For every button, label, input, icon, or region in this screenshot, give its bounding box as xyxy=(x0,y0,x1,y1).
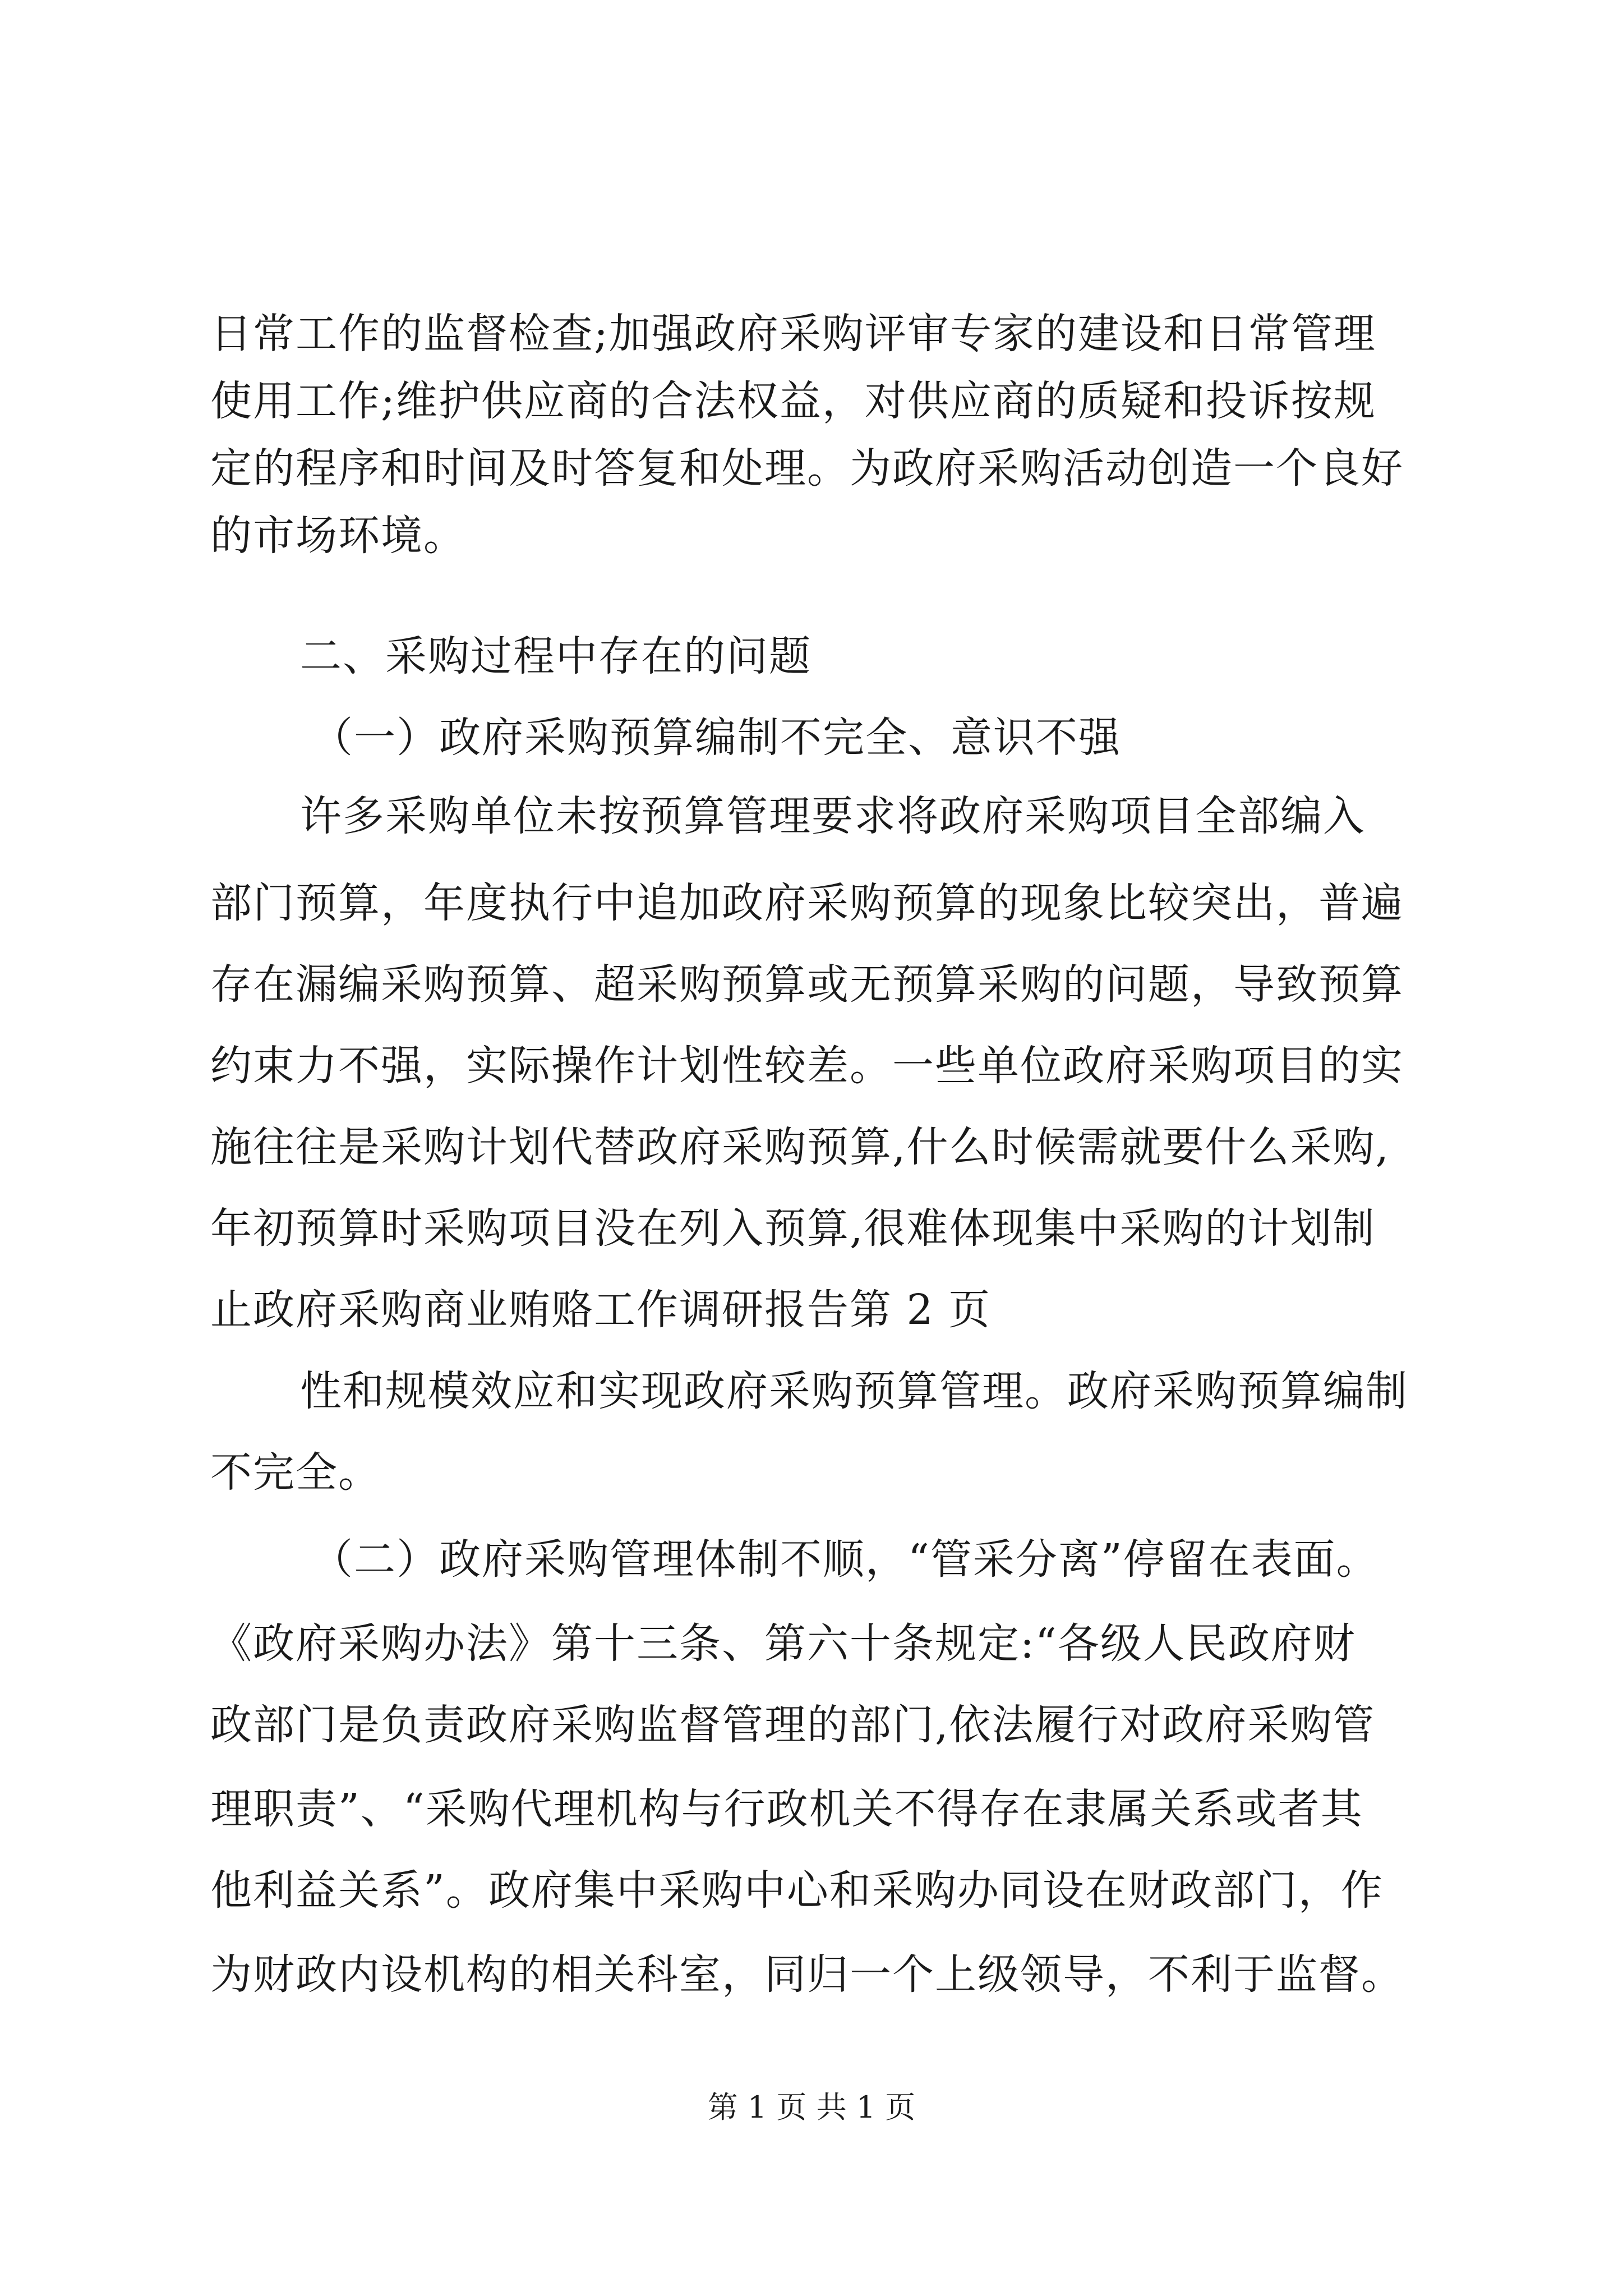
text-line-8: 部门预算，年度执行中追加政府采购预算的现象比较突出，普遍 xyxy=(210,879,1404,927)
text-line-11: 施往往是采购计划代替政府采购预算,什么时候需就要什么采购, xyxy=(210,1123,1390,1171)
text-line-21: 为财政内设机构的相关科室，同归一个上级领导，不利于监督。 xyxy=(210,1950,1404,1999)
text-line-2: 使用工作;维护供应商的合法权益，对供应商的质疑和投诉按规 xyxy=(210,377,1376,425)
text-line-20: 他利益关系”。政府集中采购中心和采购办同设在财政部门，作 xyxy=(210,1866,1384,1915)
text-line-18: 政部门是负责政府采购监督管理的部门,依法履行对政府采购管 xyxy=(210,1701,1376,1749)
text-line-3: 定的程序和时间及时答复和处理。为政府采购活动创造一个良好 xyxy=(210,444,1404,493)
text-line-1: 日常工作的监督检查;加强政府采购评审专家的建设和日常管理 xyxy=(210,310,1376,358)
text-line-10: 约束力不强，实际操作计划性较差。一些单位政府采购项目的实 xyxy=(210,1042,1404,1090)
text-line-19: 理职责”、“采购代理机构与行政机关不得存在隶属关系或者其 xyxy=(210,1785,1363,1833)
page-footer: 第 1 页 共 1 页 xyxy=(707,2090,916,2125)
text-line-12: 年初预算时采购项目没在列入预算,很难体现集中采购的计划制 xyxy=(210,1204,1376,1253)
text-line-4: 的市场环境。 xyxy=(210,512,466,560)
text-line-14: 性和规模效应和实现政府采购预算管理。政府采购预算编制 xyxy=(300,1367,1408,1415)
subsection-heading-1: （一）政府采购预算编制不完全、意识不强 xyxy=(311,714,1121,762)
page-break-note: 止政府采购商业贿赂工作调研报告第 2 页 xyxy=(210,1286,992,1334)
section-heading: 二、采购过程中存在的问题 xyxy=(300,632,811,680)
text-line-15: 不完全。 xyxy=(210,1448,381,1497)
text-line-7: 许多采购单位未按预算管理要求将政府采购项目全部编入 xyxy=(300,792,1366,840)
text-line-9: 存在漏编采购预算、超采购预算或无预算采购的问题，导致预算 xyxy=(210,960,1404,1009)
text-line-17: 《政府采购办法》第十三条、第六十条规定:“各级人民政府财 xyxy=(210,1619,1356,1668)
subsection-heading-2: （二）政府采购管理体制不顺，“管采分离”停留在表面。 xyxy=(311,1535,1379,1584)
